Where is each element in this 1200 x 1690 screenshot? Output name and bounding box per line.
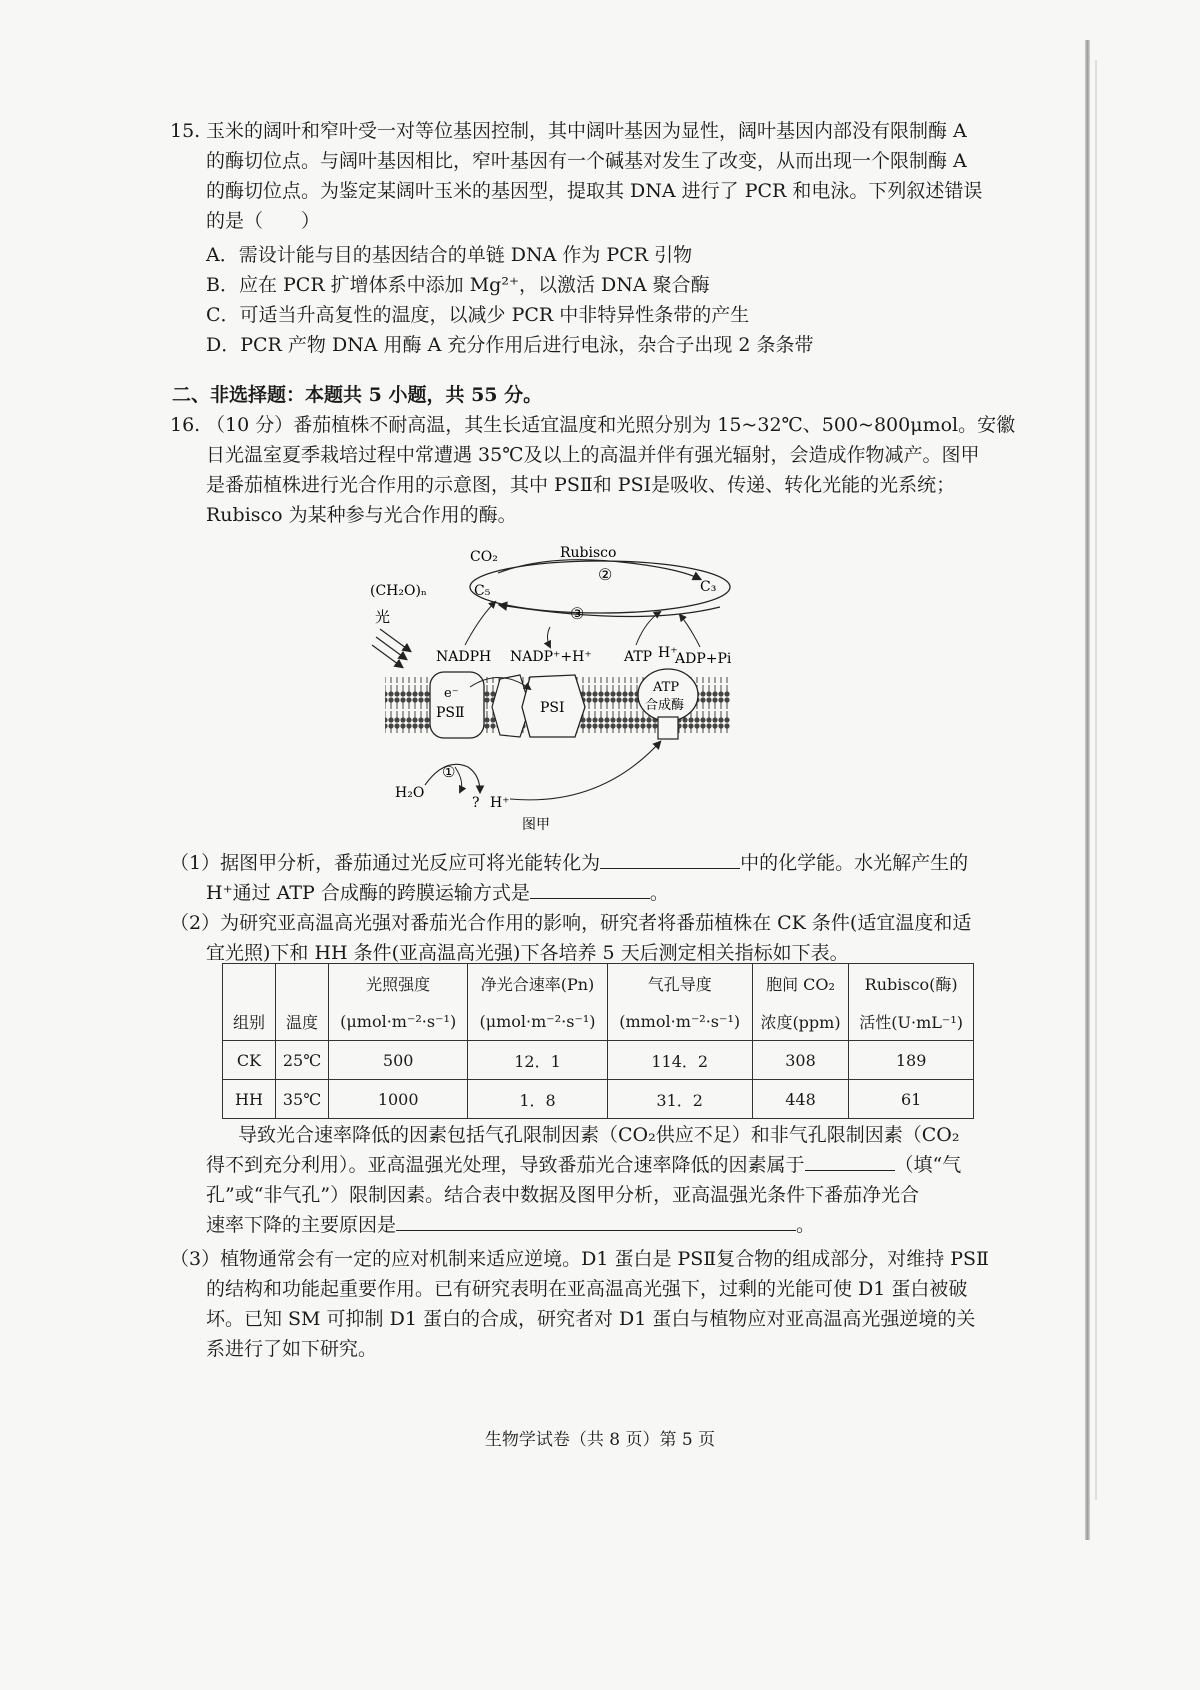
q16-sub2-after-text-a: 得不到充分利用）。亚高温强光处理，导致番茄光合速率降低的因素属于 [206,1154,805,1176]
table-cell: HH [223,1080,276,1119]
adp-label: ADP+Pi [675,651,732,667]
table-header-cell: 光照强度 [329,964,468,1003]
q16-sub1-line-2 [206,878,669,908]
q16-sub1-text-c: H⁺通过 ATP 合成酶的跨膜运输方式是 [206,882,530,904]
q16-sub1-text-b: 中的化学能。水光解产生的 [740,852,969,874]
q16-intro-1: （10 分）番茄植株不耐高温，其生长适宜温度和光照分别为 15~32℃、500~800μmol。安徽 [206,414,1016,436]
q16-sub2-line-2: 宜光照)下和 HH 条件(亚高温高光强)下各培养 5 天后测定相关指标如下表。 [206,942,849,964]
ch2o-label: (CH₂O)ₙ [370,583,427,599]
ps2-label: PSⅡ [436,705,465,721]
table-cell: 500 [329,1041,468,1080]
table-cell: 61 [849,1080,974,1119]
table-cell: 308 [752,1041,849,1080]
hplus-top-label: H⁺ [658,645,678,661]
q16-sub3-line-2: 的结构和功能起重要作用。已有研究表明在亚高温高光强下，过剩的光能可使 D1 蛋白被破 [206,1278,968,1300]
q15-option-c: C．可适当升高复性的温度，以减少 PCR 中非特异性条带的产生 [206,304,750,326]
q15-line-1: 玉米的阔叶和窄叶受一对等位基因控制，其中阔叶基因为显性，阔叶基因内部没有限制酶 A [206,120,967,142]
q16-sub1-text-a: （1）据图甲分析，番茄通过光反应可将光能转化为 [170,852,601,874]
table-row [223,1041,974,1080]
table-header-cell: (mmol·m⁻²·s⁻¹) [607,1002,752,1041]
q16-sub3-line-4: 系进行了如下研究。 [206,1338,378,1360]
co2-label: CO₂ [470,549,498,565]
table-header-cell: (μmol·m⁻²·s⁻¹) [329,1002,468,1041]
table-header-bottom [223,1002,974,1041]
page-edge [1085,40,1090,1540]
table-header-top [223,964,974,1003]
question-mark-label: ? [472,795,480,811]
table-header-cell: 气孔导度 [607,964,752,1003]
q16-sub1-line-1 [170,848,968,878]
atp-synthase-label-1: ATP [653,680,680,695]
atp-synthase-label-2: 合成酶 [645,698,685,713]
q15-option-b: B．应在 PCR 扩增体系中添加 Mg²⁺，以激活 DNA 聚合酶 [206,274,710,296]
diagram-caption: 图甲 [522,817,550,833]
answer-blank-4[interactable] [396,1210,796,1231]
q16-sub2-line-1: （2）为研究亚高温高光强对番茄光合作用的影响，研究者将番茄植株在 CK 条件(适宜温度和适 [170,912,972,934]
q16-number: 16. [170,414,201,436]
nadp-label: NADP⁺+H⁺ [510,649,592,665]
electron-label: e⁻ [444,686,459,701]
q16-sub3-line-3: 坏。已知 SM 可抑制 D1 蛋白的合成，研究者对 D1 蛋白与植物应对亚高温高光强逆境的关 [206,1308,976,1330]
table-cell: 25℃ [276,1041,329,1080]
q16-intro-3: 是番茄植株进行光合作用的示意图，其中 PSⅡ和 PSⅠ是吸收、传递、转化光能的光系统； [206,474,956,496]
q16-sub2-after-text-b: （填“气 [894,1154,962,1176]
page-footer: 生物学试卷（共 8 页）第 5 页 [484,1430,716,1450]
table-cell: 35℃ [276,1080,329,1119]
answer-blank-2[interactable] [530,878,650,899]
photosynthesis-diagram [370,545,800,837]
q16-sub1-text-d: 。 [649,882,669,904]
q15-line-4: 的是（ ） [206,210,321,232]
table-header-cell: 温度 [276,1002,329,1041]
answer-blank-1[interactable] [600,848,740,869]
q15-number: 15. [170,120,201,142]
q16-sub3-line-1: （3）植物通常会有一定的应对机制来适应逆境。D1 蛋白是 PSⅡ复合物的组成部分，对维持 PSⅡ [170,1248,989,1270]
table-cell: 1000 [329,1080,468,1119]
table-cell: 31．2 [607,1080,752,1119]
hplus-bottom-label: H⁺ [490,795,510,811]
table-cell: 1．8 [468,1080,607,1119]
rubisco-label: Rubisco [560,545,617,561]
q16-sub2-after-line-4 [206,1210,815,1240]
q15-option-d: D．PCR 产物 DNA 用酶 A 充分作用后进行电泳，杂合子出现 2 条条带 [206,334,814,356]
q16-sub2-after-text-c: 速率下降的主要原因是 [206,1214,397,1236]
table-cell: 114．2 [607,1041,752,1080]
table-header-cell: 活性(U·mL⁻¹) [849,1002,974,1041]
c3-label: C₃ [700,579,717,595]
q16-sub2-after-line-1: 导致光合速率降低的因素包括气孔限制因素（CO₂供应不足）和非气孔限制因素（CO₂ [238,1124,960,1146]
step-1-label: ① [442,763,456,781]
table-header-cell: 组别 [223,1002,276,1041]
atp-synthase [638,669,698,721]
step-3-label: ③ [570,604,585,623]
table-header-cell: 浓度(ppm) [752,1002,849,1041]
q15-option-a: A．需设计能与目的基因结合的单链 DNA 作为 PCR 引物 [206,244,693,266]
q16-sub2-after-line-2 [206,1150,961,1180]
table-cell: 189 [849,1041,974,1080]
ps1-label: PSⅠ [540,700,565,716]
light-label: 光 [375,608,391,626]
table-header-cell [223,964,276,1003]
data-table [222,963,974,1119]
table-header-cell: 胞间 CO₂ [752,964,849,1003]
table-cell: 12．1 [468,1041,607,1080]
q15-line-2: 的酶切位点。与阔叶基因相比，窄叶基因有一个碱基对发生了改变，从而出现一个限制酶 A [206,150,967,172]
step-2-label: ② [598,565,613,584]
h2o-label: H₂O [395,785,425,801]
nadph-label: NADPH [436,649,492,665]
q15-line-3: 的酶切位点。为鉴定某阔叶玉米的基因型，提取其 DNA 进行了 PCR 和电泳。下列叙述错误 [206,180,983,202]
answer-blank-3[interactable] [805,1150,895,1171]
table-cell: 448 [752,1080,849,1119]
q16-sub2-after-line-3: 孔”或“非气孔”）限制因素。结合表中数据及图甲分析，亚高温强光条件下番茄净光合 [206,1184,920,1206]
atp-label: ATP [624,649,653,665]
q16-intro-2: 日光温室夏季栽培过程中常遭遇 35℃及以上的高温并伴有强光辐射，会造成作物减产。图甲 [206,444,980,466]
table-header-cell [276,964,329,1003]
c5-label: C₅ [474,583,491,599]
q16-sub2-after-text-d: 。 [796,1214,816,1236]
section-heading: 二、非选择题：本题共 5 小题，共 55 分。 [172,384,543,406]
table-cell: CK [223,1041,276,1080]
table-header-cell: 净光合速率(Pn) [468,964,607,1003]
table-row [223,1080,974,1119]
table-header-cell: Rubisco(酶) [849,964,974,1003]
page-edge-inner [1095,60,1097,1500]
q16-intro-4: Rubisco 为某种参与光合作用的酶。 [206,504,517,526]
table-header-cell: (μmol·m⁻²·s⁻¹) [468,1002,607,1041]
